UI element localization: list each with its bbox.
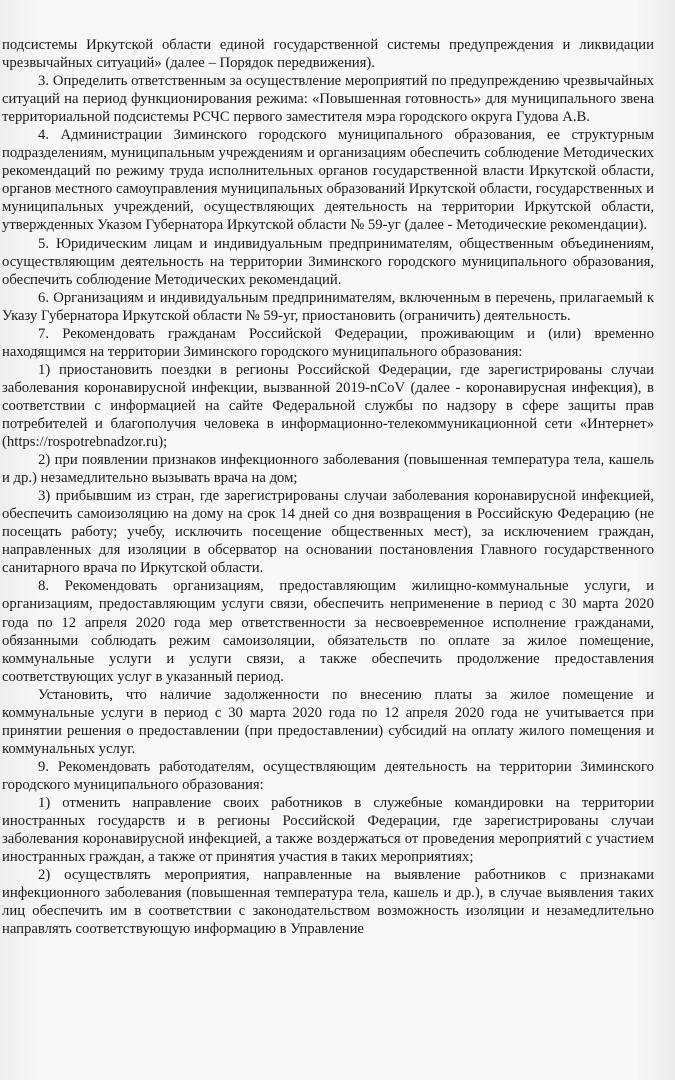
- paragraph-item-8: 8. Рекомендовать организациям, предоставляющим жилищно-коммунальные услуги, и организациям, предоставляющим услуги связи, обеспечить неприменение в период с 30 марта 2020 года по 12 апреля 2020 года мер ответственности за несвоевременное исполнение гражданами, обязанными соблюдать режим самоизоляции, обязательств по оплате за жилое помещение, коммунальные услуги и услуги связи, а также обеспечить продолжение предоставления соответствующих услуг в указанный период.: [2, 578, 654, 685]
- paragraph-item-7-3: 3) прибывшим из стран, где зарегистрированы случаи заболевания коронавирусной инфекцией, обеспечить самоизоляцию на дому на срок 14 дней со дня возвращения в Российскую Федерацию (не посещать работу; учебу, исключить посещение общественных мест), за исключением граждан, направленных для изоляции в обсерватор на основании постановления Главного государственного санитарного врача по Иркутской области.: [2, 488, 654, 577]
- paragraph-item-9-1: 1) отменить направление своих работников в служебные командировки на территории иностранных государств и в регионы Российской Федерации, где зарегистрированы случаи заболевания коронавирусной инфекцией, а также воздержаться от проведения мероприятий с участием иностранных граждан, а также от принятия участия в таких мероприятиях;: [2, 794, 654, 866]
- paragraph-continuation: подсистемы Иркутской области единой государственной системы предупреждения и ликвидации чрезвычайных ситуаций» (далее – Порядок передвижения).: [2, 37, 654, 72]
- paragraph-item-9-2: 2) осуществлять мероприятия, направленные на выявление работников с признаками инфекционного заболевания (повышенная температура тела, кашель и др.), в случае выявления таких лиц обеспечить им в соответствии с законодательством возможность изоляции и незамедлительно направлять соответствующую информацию в Управление: [2, 867, 654, 938]
- paragraph-item-6: 6. Организациям и индивидуальным предпринимателям, включенным в перечень, прилагаемый к Указу Губернатора Иркутской области № 59-уг, приостановить (ограничить) деятельность.: [2, 289, 654, 324]
- paragraph-item-7-2: 2) при появлении признаков инфекционного заболевания (повышенная температура тела, кашель и др.) незамедлительно вызывать врача на дом;: [2, 452, 654, 487]
- paragraph-item-3: 3. Определить ответственным за осуществление мероприятий по предупреждению чрезвычайных ситуаций на период функционирования режима: «Повышенная готовность» для муниципального звена территориальной подсистемы РСЧС первого заместителя мэра городского округа Гудова А.В.: [2, 73, 654, 126]
- paragraph-item-9: 9. Рекомендовать работодателям, осуществляющим деятельность на территории Зиминского городского муниципального образования:: [2, 758, 654, 793]
- paragraph-item-8-debt: Установить, что наличие задолженности по внесению платы за жилое помещение и коммунальные услуги в период с 30 марта 2020 года по 12 апреля 2020 года не учитывается при принятии решения о предоставлении (при предоставлении) субсидий на оплату жилого помещения и коммунальных услуг.: [2, 686, 654, 757]
- document-body: [2, 36, 654, 938]
- paragraph-item-7-1: 1) приостановить поездки в регионы Российской Федерации, где зарегистрированы случаи заболевания коронавирусной инфекции, вызванной 2019-nCoV (далее - коронавирусная инфекция), в соответствии с информацией на сайте Федеральной службы по надзору в сфере защиты прав потребителей и благополучия человека в информационно-телекоммуникационной сети «Интернет» (https://rospotrebnadzor.ru);: [2, 361, 654, 451]
- paragraph-item-5: 5. Юридическим лицам и индивидуальным предпринимателям, общественным объединениям, осуществляющим деятельность на территории Зиминского городского муниципального образования, обеспечить соблюдение Методических рекомендаций.: [2, 235, 654, 288]
- paragraph-item-7: 7. Рекомендовать гражданам Российской Федерации, проживающим и (или) временно находящимся на территории Зиминского городского муниципального образования:: [2, 325, 654, 360]
- paragraph-item-4: 4. Администрации Зиминского городского муниципального образования, ее структурным подразделениям, муниципальным учреждениям и организациям обеспечить соблюдение Методических рекомендаций по режиму труда исполнительных органов государственной власти Иркутской области, органов местного самоуправления муниципальных образований Иркутской области, государственных и муниципальных учреждений, осуществляющих деятельность на территории Иркутской области, утвержденных Указом Губернатора Иркутской области № 59-уг (далее - Методические рекомендации).: [2, 127, 655, 234]
